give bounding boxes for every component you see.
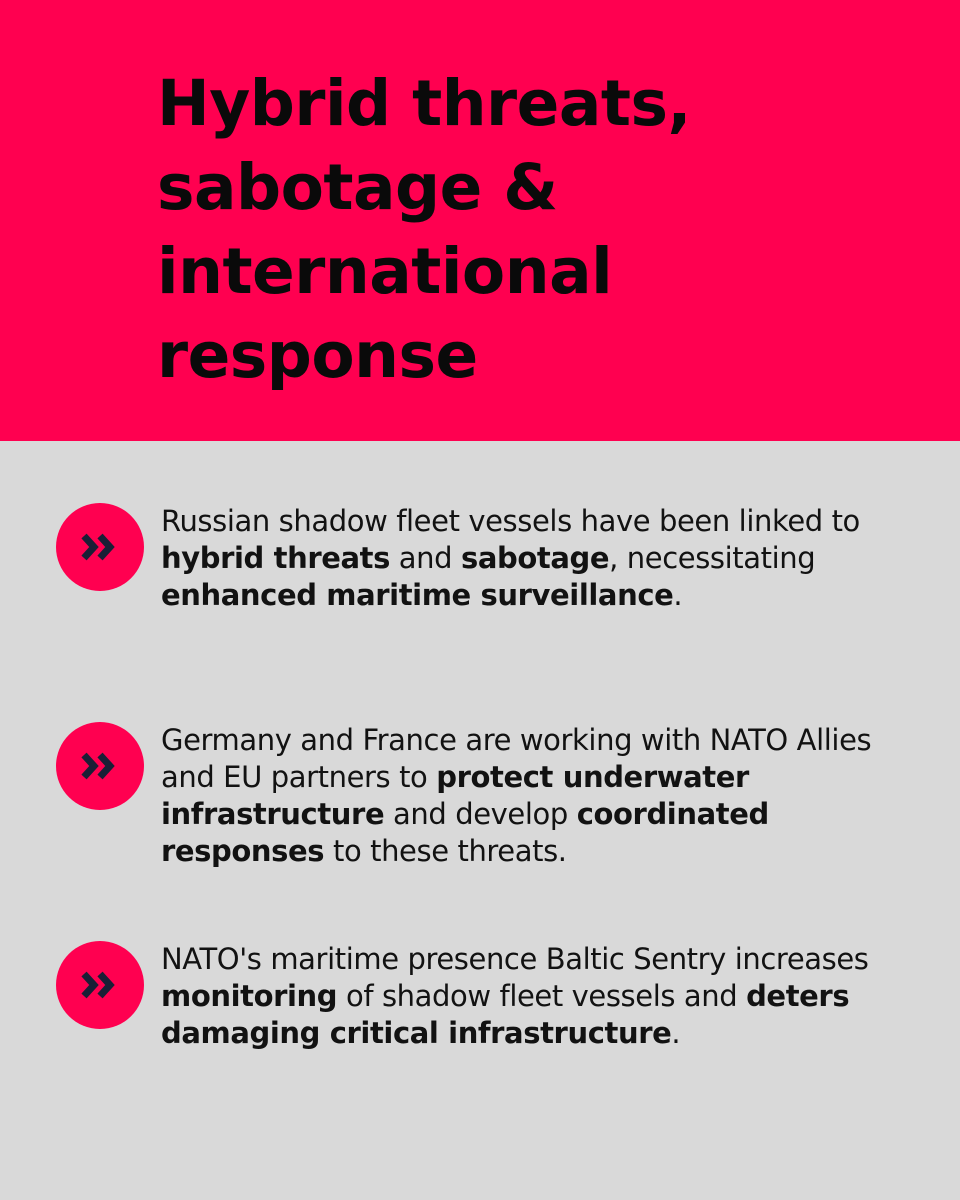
double-chevron-right-icon <box>80 751 120 781</box>
emphasis-text: enhanced maritime surveillance <box>161 578 674 612</box>
bullet-badge <box>56 722 144 810</box>
body-text: of shadow fleet vessels and <box>337 979 747 1013</box>
emphasis-text: hybrid threats <box>161 541 390 575</box>
emphasis-text: protect underwater infrastructure <box>161 760 749 831</box>
bullet-badge <box>56 941 144 1029</box>
emphasis-text: deters damaging critical infrastructure <box>161 979 850 1050</box>
title-line-1: Hybrid threats, <box>157 67 691 140</box>
title-line-3: international <box>157 235 613 308</box>
body-text: , necessitating <box>609 541 816 575</box>
emphasis-text: sabotage <box>460 541 610 575</box>
body-text: . <box>673 578 683 612</box>
title-line-4: response <box>157 319 478 392</box>
item-text <box>161 941 921 1052</box>
content-area <box>0 441 960 1200</box>
body-text: NATO's maritime presence Baltic Sentry increases <box>161 942 869 976</box>
bullet-badge <box>56 503 144 591</box>
double-chevron-right-icon <box>80 970 120 1000</box>
body-text: to these threats. <box>324 834 567 868</box>
item-text <box>161 722 921 870</box>
item-text <box>161 503 921 614</box>
body-text: Germany and France are working with NATO Allies and EU partners to <box>161 723 872 794</box>
double-chevron-right-icon <box>80 532 120 562</box>
emphasis-text: coordinated responses <box>161 797 769 868</box>
body-text: Russian shadow fleet vessels have been linked to <box>161 504 860 538</box>
page-title <box>157 62 877 398</box>
title-banner <box>0 0 960 441</box>
body-text: . <box>671 1016 681 1050</box>
title-line-2: sabotage & <box>157 151 558 224</box>
emphasis-text: monitoring <box>161 979 338 1013</box>
body-text: and <box>389 541 461 575</box>
body-text: and develop <box>384 797 577 831</box>
